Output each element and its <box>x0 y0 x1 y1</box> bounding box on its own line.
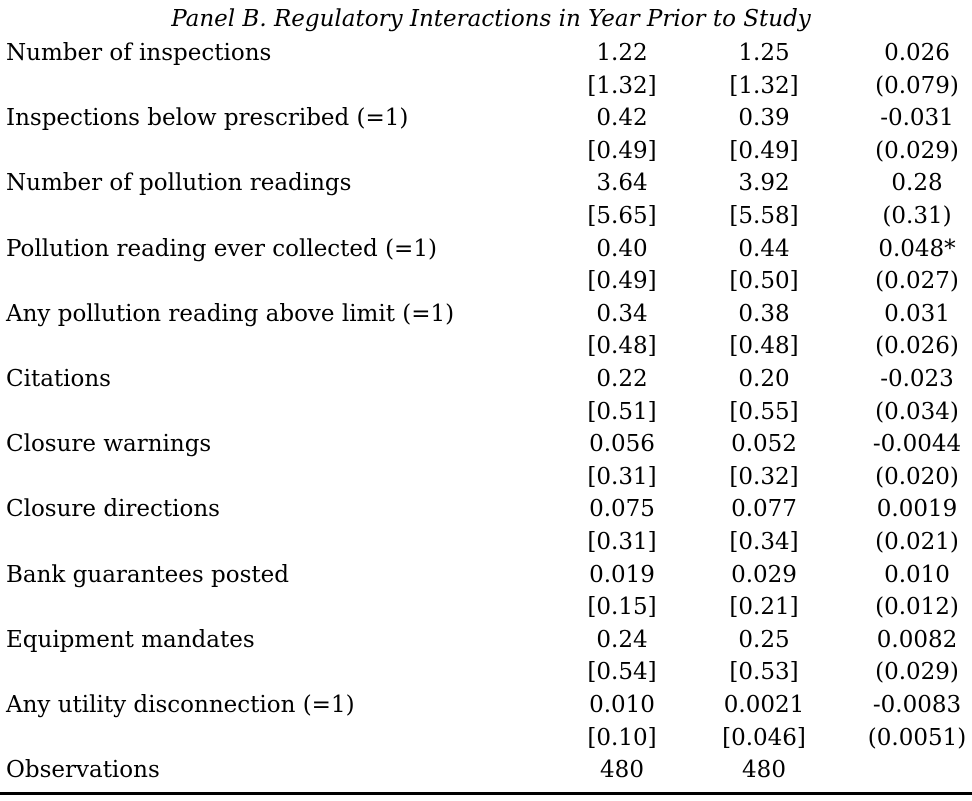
col2-value: [0.34] <box>729 529 799 555</box>
table-row <box>0 689 972 721</box>
col3-value: (0.029) <box>875 659 959 686</box>
row-label: Observations <box>6 757 160 784</box>
col3-value: (0.0051) <box>867 724 967 751</box>
col3-value: -0.031 <box>880 105 954 132</box>
col3-value: 0.0082 <box>876 626 958 653</box>
col1-value: [0.51] <box>587 398 657 425</box>
col1-value: 0.40 <box>596 235 648 262</box>
panel-title: Panel B. Regulatory Interactions in Year Prior to Study <box>171 6 811 32</box>
col3-value: -0.0044 <box>872 431 962 458</box>
table-row <box>0 754 972 786</box>
table-row <box>0 396 972 428</box>
table-row <box>0 363 972 395</box>
col2-value: [0.53] <box>729 659 799 686</box>
col3-value: (0.029) <box>875 137 959 164</box>
row-label: Closure warnings <box>6 431 212 458</box>
table-row <box>0 70 972 102</box>
col1-value: [0.31] <box>587 463 657 490</box>
col1-value: [5.65] <box>587 203 657 229</box>
row-label: Number of inspections <box>6 40 272 66</box>
col2-value: 0.25 <box>738 626 790 653</box>
col2-value: 3.92 <box>738 170 790 197</box>
col1-value: 0.019 <box>589 561 655 588</box>
col1-value: [0.10] <box>587 724 657 751</box>
table-row <box>0 493 972 525</box>
col1-value: 0.075 <box>589 496 655 523</box>
col3-value: 0.010 <box>884 561 950 588</box>
col1-value: 1.22 <box>596 40 648 66</box>
col3-value: 0.031 <box>884 300 950 327</box>
col2-value: 0.20 <box>738 366 790 392</box>
col2-value: 0.029 <box>731 561 797 588</box>
col2-value: [0.49] <box>729 137 799 164</box>
col2-value: 0.38 <box>738 300 790 327</box>
col1-value: 0.34 <box>596 300 648 327</box>
row-label: Bank guarantees posted <box>6 561 289 588</box>
col3-value: (0.034) <box>875 398 959 425</box>
col3-value: 0.048* <box>878 235 956 262</box>
col2-value: [0.21] <box>729 594 799 621</box>
row-label: Equipment mandates <box>6 626 255 653</box>
table-row <box>0 167 972 199</box>
table-row <box>0 722 972 754</box>
col2-value: [5.58] <box>729 203 799 229</box>
col2-value: 480 <box>742 757 786 784</box>
col1-value: 0.010 <box>589 692 655 718</box>
row-label: Any pollution reading above limit (=1) <box>6 300 455 327</box>
col2-value: 0.052 <box>731 431 797 458</box>
col3-value: (0.020) <box>875 463 959 490</box>
table-row <box>0 298 972 330</box>
row-label: Inspections below prescribed (=1) <box>6 105 409 132</box>
col1-value: [0.49] <box>587 137 657 164</box>
col1-value: 480 <box>600 757 644 784</box>
table-row <box>0 102 972 134</box>
table-row <box>0 526 972 558</box>
col1-value: 0.42 <box>596 105 648 132</box>
row-label: Any utility disconnection (=1) <box>6 692 355 718</box>
col1-value: 0.24 <box>596 626 648 653</box>
col1-value: [0.15] <box>587 594 657 621</box>
col1-value: [0.54] <box>587 659 657 686</box>
table-row <box>0 233 972 265</box>
col3-value: (0.012) <box>875 594 959 621</box>
col2-value: [0.32] <box>729 463 799 490</box>
col1-value: 0.056 <box>589 431 655 458</box>
table-row <box>0 37 972 69</box>
col3-value: (0.027) <box>875 268 959 295</box>
col2-value: [0.48] <box>729 333 799 360</box>
table-row <box>0 135 972 167</box>
col3-value: (0.026) <box>875 333 959 360</box>
col3-value: -0.0083 <box>872 692 962 718</box>
table-row <box>0 591 972 623</box>
col1-value: 0.22 <box>596 366 648 392</box>
table-row <box>0 559 972 591</box>
col2-value: [0.046] <box>722 724 806 751</box>
col2-value: 1.25 <box>738 40 790 66</box>
col2-value: [0.50] <box>729 268 799 295</box>
col1-value: 3.64 <box>596 170 648 197</box>
col1-value: [0.49] <box>587 268 657 295</box>
row-label: Closure directions <box>6 496 220 523</box>
col3-value: 0.28 <box>891 170 943 197</box>
table-row <box>0 428 972 460</box>
table-row <box>0 200 972 232</box>
col3-value: (0.31) <box>882 203 952 229</box>
col2-value: 0.39 <box>738 105 790 132</box>
col2-value: [1.32] <box>729 72 799 99</box>
col1-value: [0.31] <box>587 529 657 555</box>
col3-value: (0.079) <box>875 72 959 99</box>
col3-value: 0.0019 <box>876 496 958 523</box>
row-label: Number of pollution readings <box>6 170 352 197</box>
col3-value: (0.021) <box>875 529 959 555</box>
bottom-rule <box>0 792 972 795</box>
table-row <box>0 656 972 688</box>
col2-value: 0.44 <box>738 235 790 262</box>
col2-value: 0.077 <box>731 496 797 523</box>
row-label: Citations <box>6 366 111 392</box>
table-row <box>0 330 972 362</box>
table-row <box>0 624 972 656</box>
col1-value: [1.32] <box>587 72 657 99</box>
table-row <box>0 265 972 297</box>
col2-value: [0.55] <box>729 398 799 425</box>
col2-value: 0.0021 <box>723 692 805 718</box>
col1-value: [0.48] <box>587 333 657 360</box>
col3-value: -0.023 <box>880 366 954 392</box>
table-row <box>0 461 972 493</box>
row-label: Pollution reading ever collected (=1) <box>6 235 437 262</box>
col3-value: 0.026 <box>884 40 950 66</box>
